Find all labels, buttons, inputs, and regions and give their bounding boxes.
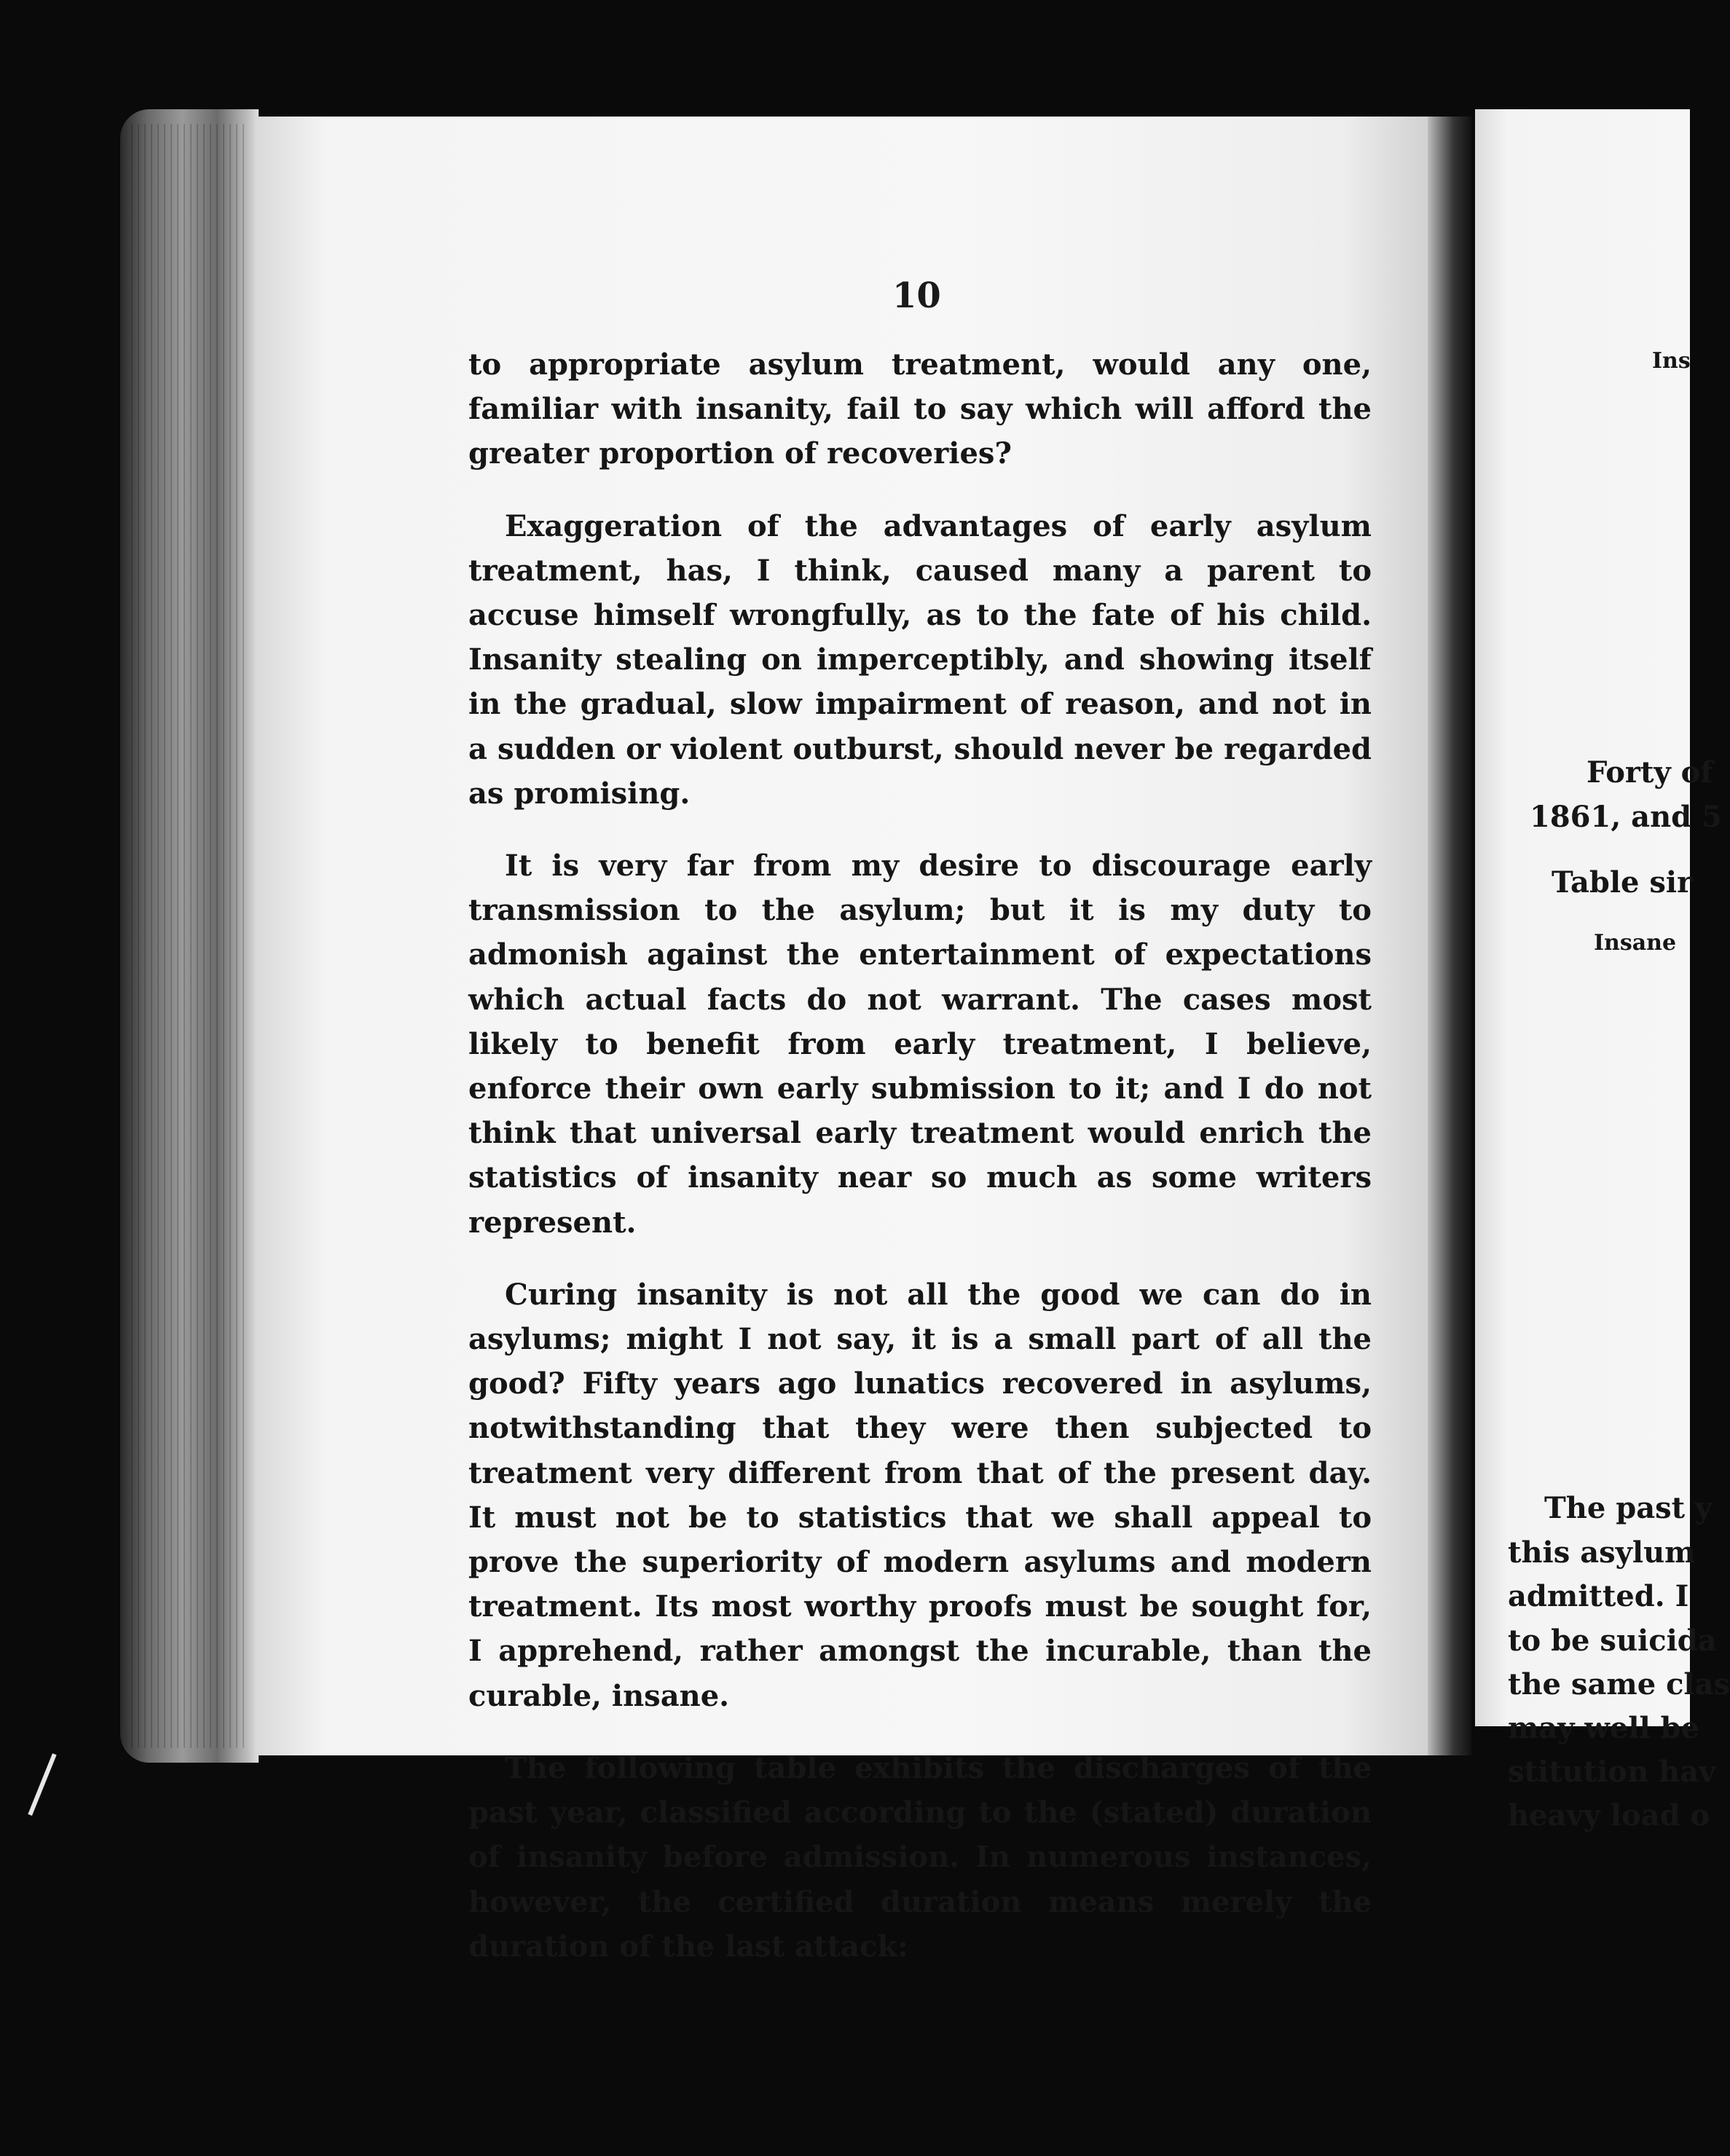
right-page-line-fragment: stitution hav — [1508, 1755, 1716, 1789]
paragraph-5: The following table exhibits the discharges of the past year, classified according to the (stated) duration of insanity before admission. In numerous instances, however, the certified duration means merely the duration of the last attack: — [468, 1750, 1372, 1964]
page-number: 10 — [892, 275, 941, 316]
right-page-line-fragment: the same clas — [1508, 1667, 1730, 1701]
paragraph-3: It is very far from my desire to discourage early transmission to the asylum; but it is my duty to admonish against the entertainment of expectations which actual facts do not warrant. The cases most likely to benefit from early treatment, I believe, enforce their own early submission to it; and I do not think that universal early treatment would enrich the statistics of insanity near so much as some writers represent. — [468, 849, 1372, 1240]
right-page-line-fragment: Insane — [1594, 930, 1677, 956]
right-page-line-fragment: Table sir — [1552, 865, 1693, 900]
right-page-line-fragment: this asylum — [1508, 1535, 1696, 1570]
paragraph-4: Curing insanity is not all the good we can do in asylums; might I not say, it is a small part of all the good? Fifty years ago lunatics recovered in asylums, notwithstanding that they were then subjected to treatment very different from that of the present day. It must not be to statistics that we shall appeal to prove the superiority of modern asylums and modern treatment. Its most worthy proofs must be sought for, I apprehend, rather amongst the incurable, than the curable, insane. — [468, 1277, 1372, 1713]
right-page-line-fragment: Forty of — [1587, 755, 1713, 790]
book-gutter — [1428, 117, 1471, 1755]
film-scratch-mark — [28, 1753, 56, 1816]
right-page-line-fragment: to be suicida — [1508, 1624, 1717, 1658]
paragraph-1: to appropriate asylum treatment, would any one, familiar with insanity, fail to say which will afford the greater proportion of recoveries? — [468, 347, 1372, 471]
right-page-line-fragment: The past y — [1544, 1491, 1713, 1525]
right-page-line-fragment: admitted. I — [1508, 1579, 1689, 1613]
paragraph-2: Exaggeration of the advantages of early asylum treatment, has, I think, caused many a parent to accuse himself wrongfully, as to the fate of his child. Insanity stealing on imperceptibly, and showing itself in the gradual, slow impairment of reason, and not in a sudden or violent outburst, should never be regarded as promising. — [468, 508, 1372, 811]
page-body-text — [468, 342, 1372, 1996]
right-page-line-fragment: 1861, and 5 — [1530, 800, 1722, 834]
right-page-header-fragment: Ins — [1652, 348, 1691, 374]
right-page-line-fragment: heavy load o — [1508, 1798, 1710, 1833]
page-edges — [131, 124, 248, 1748]
right-page-line-fragment: may well be — [1508, 1711, 1700, 1745]
